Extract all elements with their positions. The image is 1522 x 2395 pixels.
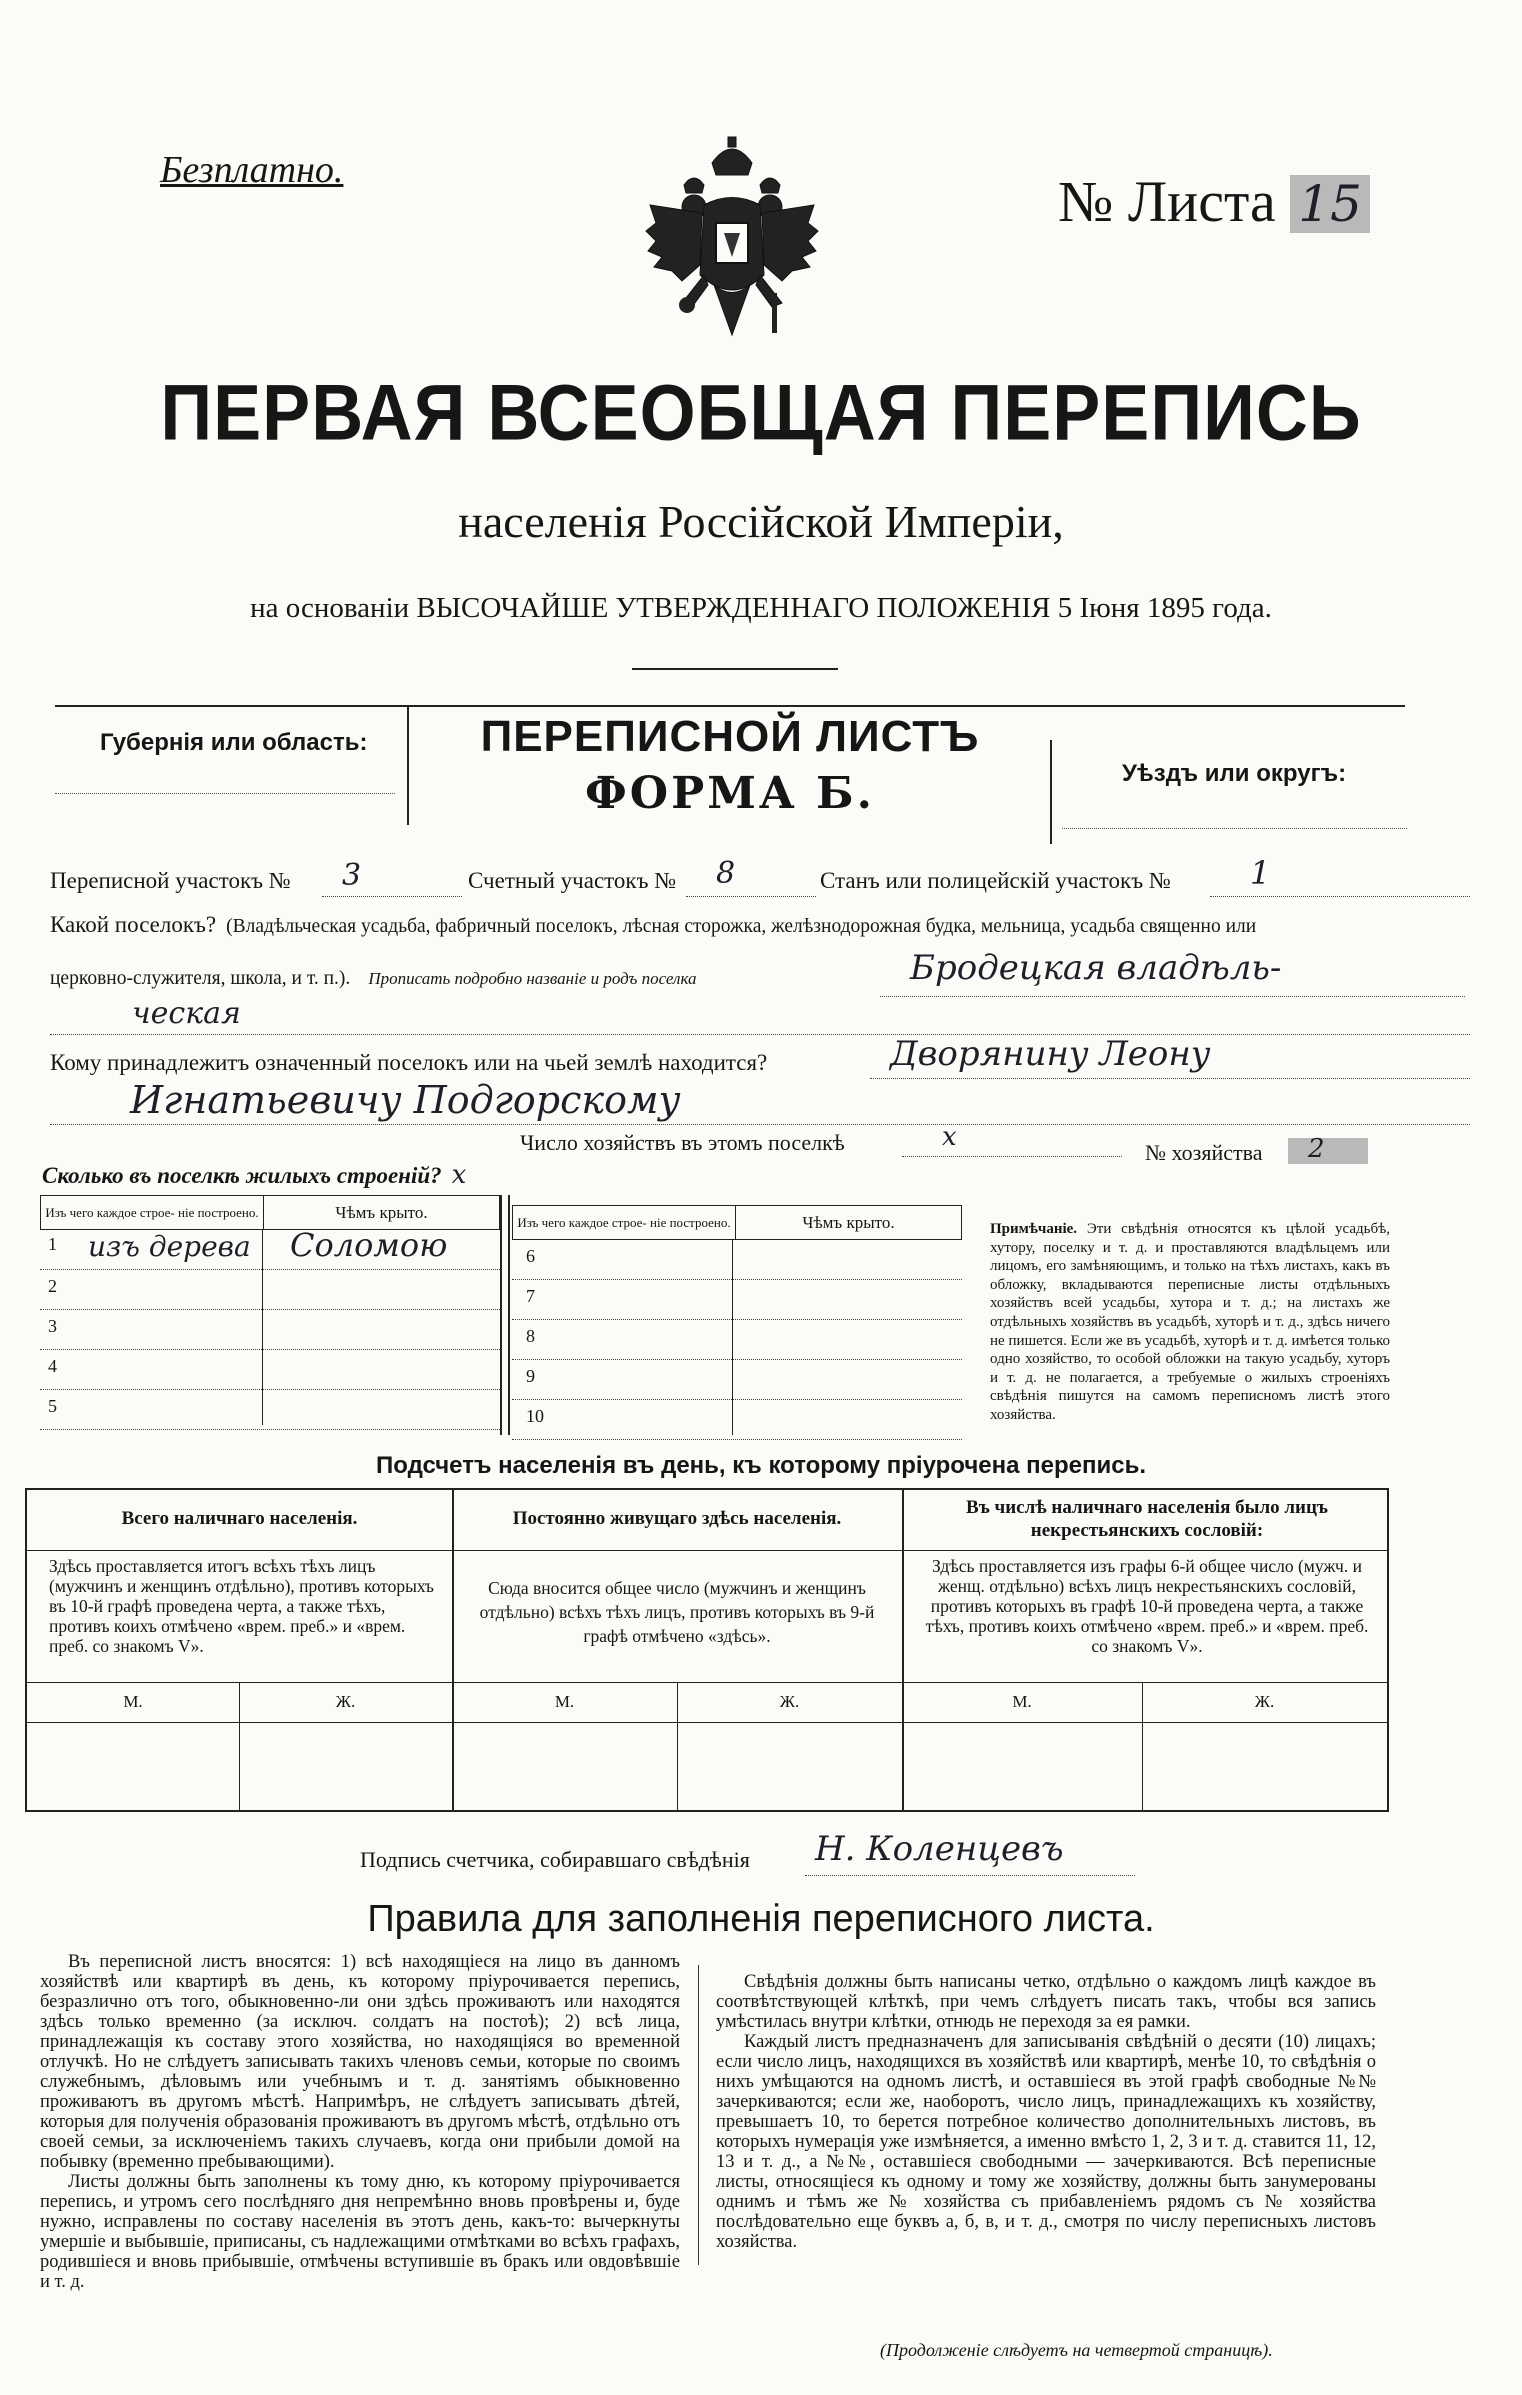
owner-field-1[interactable]: Дворянину Леону — [870, 1048, 1470, 1079]
roof-header: Чѣмъ крыто. — [264, 1196, 500, 1230]
free-label: Безплатно. — [160, 149, 344, 191]
rules-continuation: (Продолженіе слѣдуетъ на четвертой страницѣ). — [880, 2340, 1273, 2360]
table-row[interactable]: 4 — [40, 1350, 500, 1390]
imperial-eagle-emblem — [642, 135, 822, 350]
rules-left-p1: Въ переписной листъ вносятся: 1) всѣ находящіеся на лицо въ данномъ хозяйствѣ или квартирѣ въ день, къ которому пріурочивается перепись, безразлично отъ того, обыкновенно-ли они здѣсь проживаютъ или находятся здѣсь только временно (за исключ. солдатъ на постоѣ); 2) всѣ лица, принадлежащія къ составу этого хозяйства, но находящіяся во временной отлучкѣ. Но не слѣдуетъ записывать такихъ членовъ семьи, которые по своимъ служебнымъ, дѣловымъ или учебнымъ и т. д. занятіямъ обыкновенно проживаютъ въ другомъ мѣстѣ. Напримѣръ, не слѣдуетъ записывать дѣтей, которыя для полученія образованія проживаютъ въ другомъ мѣстѣ, отдѣльно отъ своей семьи, за исключеніемъ такихъ случаевъ, когда они прибыли домой на побывку (временно пребывающими). — [40, 1952, 680, 2172]
buildings-note — [990, 1220, 1390, 1425]
settlement-hint-2: церковно-служителя, школа, и т. п.). — [50, 968, 351, 989]
table-row[interactable]: 5 — [40, 1390, 500, 1430]
rules-title: Правила для заполненія переписного листа. — [367, 1898, 1155, 1940]
table-row[interactable]: 3 — [40, 1310, 500, 1350]
uezd-field[interactable] — [1062, 828, 1407, 829]
note-text: Эти свѣдѣнія относятся къ цѣлой усадьбѣ, хутору, поселку и т. д. и проставляются владѣльцемъ или лицомъ, его замѣняющимъ, и только на тѣхъ листахъ, какъ въ обложку, вкладываются переписные листы отдѣльныхъ хозяйствъ всей усадьбы, хутора и т. д.; на листахъ же отдѣльныхъ хозяйствъ въ усадьбѣ, хуторѣ и т. д., здѣсь ничего не пишется. Если же въ усадьбѣ, хуторѣ и т. д. имѣется только одно хозяйство, то особой обложки на такую усадьбу, хуторъ и т. д. не полагается, а требуемые о жилыхъ строеніяхъ свѣдѣнія пишутся на самомъ переписномъ листѣ этого хозяйства. — [990, 1221, 1391, 1423]
uezd-label: Уѣздъ или округъ: — [1122, 760, 1347, 787]
guberniya-field[interactable] — [55, 793, 395, 794]
rules-left-p2: Листы должны быть заполнены къ тому дню, къ которому пріурочивается перепись, и утромъ сего послѣдняго дня непремѣнно вновь провѣрены и, буде нужно, исправлены по составу населенія въ этотъ день, какъ-то: вычеркнуты умершіе и выбывшіе, приписаны, съ надлежащими отмѣтками во всѣхъ графахъ, родившіеся и вновь прибывшіе, отмѣчены вступившіе въ бракъ или овдовѣвшіе и т. д. — [40, 2172, 680, 2292]
signature-field[interactable]: Н. Коленцевъ — [805, 1845, 1135, 1876]
rules-column-divider — [698, 1965, 699, 2265]
col1-f-field[interactable] — [239, 1723, 452, 1809]
col2-header: Постоянно живущаго здѣсь населенія. — [512, 1508, 842, 1529]
col3-m-label: М. — [1012, 1692, 1032, 1711]
col2-f-label: Ж. — [779, 1692, 800, 1711]
households-label: Число хозяйствъ въ этомъ поселкѣ — [520, 1130, 845, 1155]
rules-left-column — [40, 1952, 680, 2292]
col2-m-field[interactable] — [452, 1723, 677, 1809]
note-title: Примѣчаніе. — [990, 1221, 1078, 1237]
table-row[interactable]: 1 изъ дерева Соломою — [40, 1230, 500, 1270]
table-row[interactable]: 7 — [512, 1280, 962, 1320]
col2-m-label: М. — [554, 1692, 575, 1711]
settlement-instruction: Прописать подробно названіе и родъ поселка — [368, 969, 697, 988]
household-no-field[interactable]: 2 — [1288, 1138, 1368, 1164]
stan-label: Станъ или полицейскій участокъ № — [820, 868, 1171, 893]
buildings-table-divider — [500, 1195, 510, 1435]
settlement-field-1[interactable]: Бродецкая владѣль- — [880, 962, 1465, 997]
buildings-rows-left — [40, 1226, 500, 1430]
settlement-row — [50, 912, 1490, 938]
col3-header: Въ числѣ наличнаго населенія было лицъ некрестьянскихъ сословій: — [966, 1497, 1328, 1541]
census-district-field[interactable]: 3 — [322, 868, 462, 897]
signature-row — [360, 1829, 1160, 1885]
signature-label: Подпись счетчика, собиравшаго свѣдѣнія — [360, 1847, 750, 1872]
households-row — [520, 1122, 1490, 1165]
households-field[interactable]: х — [902, 1130, 1122, 1157]
settlement-label: Какой поселокъ? — [50, 912, 217, 937]
col1-m-field[interactable] — [27, 1723, 239, 1809]
table-row[interactable]: 6 — [512, 1240, 962, 1280]
col2-text: Сюда вносится общее число (мужчинъ и женщинъ отдѣльно) всѣхъ тѣхъ лицъ, противъ которыхъ въ 9-й графѣ отмѣчено «здѣсь». — [479, 1578, 875, 1646]
census-title: ПЕРВАЯ ВСЕОБЩАЯ ПЕРЕПИСЬ — [160, 369, 1362, 457]
col1-text: Здѣсь проставляется итогъ всѣхъ тѣхъ лицъ (мужчинъ и женщинъ отдѣльно), противъ которыхъ въ 10-й графѣ проведена черта, а также тѣхъ, противъ коихъ отмѣчено «врем. преб.» и «врем. преб. со знакомъ V». — [49, 1556, 434, 1656]
material-header-2: Изъ чего каждое строе- ніе построено. — [513, 1206, 736, 1240]
col3-f-label: Ж. — [1254, 1692, 1275, 1711]
col3-text: Здѣсь проставляется изъ графы 6-й общее число (мужч. и женщ. отдѣльно) всѣхъ лицъ некрестьянскихъ сословій, противъ которыхъ въ графѣ 10-й проведена черта, а также тѣхъ, противъ коихъ отмѣчено «врем. преб.» и «врем. преб. со знакомъ V». — [925, 1556, 1369, 1656]
counting-district-field[interactable]: 8 — [686, 868, 816, 897]
population-table — [25, 1488, 1389, 1812]
guberniya-box — [55, 705, 409, 825]
guberniya-label: Губернія или область: — [100, 729, 368, 756]
settlement-hint: (Владѣльческая усадьба, фабричный поселокъ, лѣсная сторожка, желѣзнодорожная будка, мельница, усадьба священно или — [226, 916, 1257, 937]
household-no-label: № хозяйства — [1145, 1140, 1263, 1165]
sheet-number-label: № Листа — [1058, 169, 1276, 234]
census-district-label: Переписной участокъ № — [50, 868, 291, 893]
settlement-field-2[interactable]: ческая — [50, 1004, 1470, 1035]
table-row[interactable]: 10 — [512, 1400, 962, 1440]
col1-m-label: М. — [123, 1692, 143, 1711]
form-name: ФОРМА Б. — [585, 768, 875, 819]
owner-label: Кому принадлежитъ означенный поселокъ или на чьей землѣ находится? — [50, 1050, 768, 1075]
col2-f-field[interactable] — [677, 1723, 902, 1809]
census-subtitle: населенія Россійской Имперіи, — [458, 496, 1064, 547]
left-column-divider — [262, 1230, 263, 1425]
col1-header: Всего наличнаго населенія. — [121, 1508, 358, 1529]
table-row[interactable]: 8 — [512, 1320, 962, 1360]
rules-right-p1: Свѣдѣнія должны быть написаны четко, отдѣльно о каждомъ лицѣ каждое въ соотвѣтствующей клѣткѣ, при чемъ слѣдуетъ писать такъ, чтобы вся запись умѣстилась внутри клѣтки, отнюдь не переходя за ея рамки. — [716, 1972, 1376, 2032]
uezd-box — [1050, 740, 1407, 844]
col3-f-field[interactable] — [1142, 1723, 1387, 1809]
buildings-rows-right — [512, 1240, 962, 1440]
form-title: ПЕРЕПИСНОЙ ЛИСТЪ — [480, 712, 980, 761]
rules-right-p2: Каждый листъ предназначенъ для записыванія свѣдѣній о десяти (10) лицахъ; если число лицъ, находящихся въ хозяйствѣ или квартирѣ, менѣе 10, то свѣдѣнія о нихъ умѣщаются на одномъ листѣ, и оставшіеся въ этой графѣ свободные №№ зачеркиваются; если же, наоборотъ, число лицъ, принадлежащихъ къ хозяйству, превышаетъ 10, то берется потребное количество дополнительныхъ листовъ, въ которыхъ нумерація уже измѣняется, а именно вмѣсто 1, 2, 3 и т. д. ставится 11, 12, 13 и т. д., а №№, оставшіеся свободными — зачеркиваются. Всѣ переписные листы, относящіеся къ одному и тому же хозяйству, должны быть занумерованы однимъ и тѣмъ же № хозяйства съ прибавленіемъ рядомъ съ № хозяйства послѣдовательно еще буквъ а, б, в, и т. д., смотря по числу переписныхъ листовъ хозяйства. — [716, 2032, 1376, 2252]
rules-right-column — [716, 1972, 1376, 2252]
col3-m-field[interactable] — [902, 1723, 1142, 1809]
buildings-label: Сколько въ поселкѣ жилыхъ строеній? — [42, 1163, 442, 1188]
col1-f-label: Ж. — [335, 1692, 356, 1711]
table-row[interactable]: 9 — [512, 1360, 962, 1400]
header-divider — [632, 668, 838, 670]
census-basis: на основаніи ВЫСОЧАЙШЕ УТВЕРЖДЕННАГО ПОЛОЖЕНІЯ 5 Іюня 1895 года. — [250, 592, 1272, 624]
population-title: Подсчетъ населенія въ день, къ которому пріурочена перепись. — [376, 1452, 1146, 1479]
stan-field[interactable]: 1 — [1210, 868, 1470, 897]
owner-field-2[interactable]: Игнатьевичу Подгорскому — [50, 1090, 1470, 1125]
buildings-table-right — [512, 1205, 962, 1240]
material-header: Изъ чего каждое строе- ніе построено. — [41, 1196, 264, 1230]
buildings-row — [42, 1160, 742, 1192]
sheet-number-value[interactable]: 15 — [1290, 175, 1370, 233]
buildings-value[interactable]: х — [451, 1160, 467, 1190]
counting-district-label: Счетный участокъ № — [468, 868, 677, 893]
roof-header-2: Чѣмъ крыто. — [736, 1206, 962, 1240]
census-district-row — [50, 854, 1490, 902]
sheet-number — [1058, 168, 1370, 235]
table-row[interactable]: 2 — [40, 1270, 500, 1310]
buildings-table-left — [40, 1195, 500, 1230]
right-column-divider — [732, 1240, 733, 1435]
